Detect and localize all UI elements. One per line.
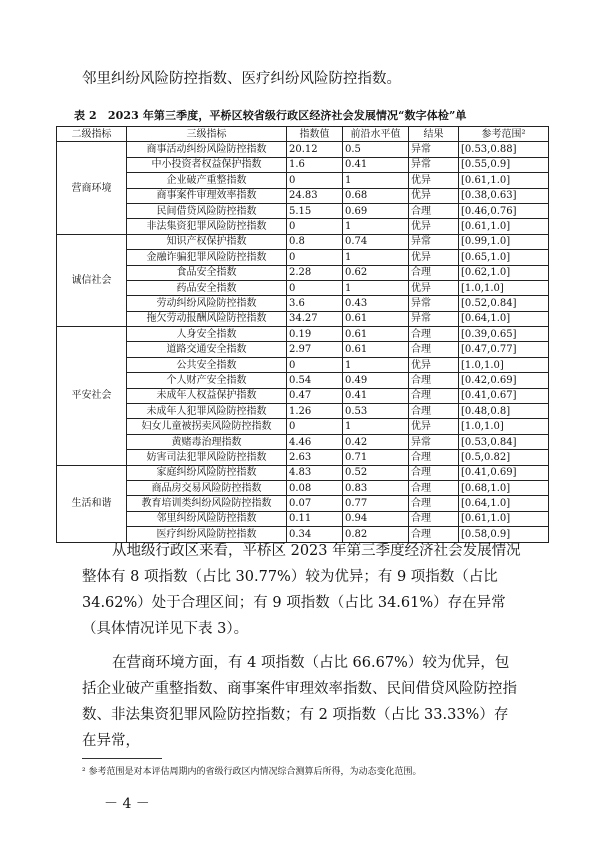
table-row (57, 265, 549, 280)
result: 异常 (409, 142, 459, 157)
index-value: 0 (287, 173, 343, 188)
result: 合理 (409, 527, 459, 542)
frontier-value: 0.69 (343, 203, 409, 218)
frontier-value: 1 (343, 280, 409, 295)
indicator-name: 未成年人权益保护指数 (127, 388, 287, 403)
table-row (57, 388, 549, 403)
frontier-value: 0.61 (343, 342, 409, 357)
index-value: 5.15 (287, 203, 343, 218)
indicator-name: 金融诈骗犯罪风险防控指数 (127, 250, 287, 265)
paragraph-overall: 从地级行政区来看，平桥区 2023 年第三季度经济社会发展情况整体有 8 项指数（占比 30.77%）较为优异；有 9 项指数（占比 34.62%）处于合理区间；有 9 项指数（占比 34.61%）存在异常（具体情况详见下表 3）。 (82, 543, 521, 637)
indicator-name: 食品安全指数 (127, 265, 287, 280)
table-row (57, 496, 549, 511)
indicator-name: 民间借贷风险防控指数 (127, 203, 287, 218)
index-value: 34.27 (287, 311, 343, 326)
frontier-value: 1 (343, 357, 409, 372)
reference-range: [0.42,0.69] (459, 373, 549, 388)
table-row (57, 419, 549, 434)
indicator-name: 商事活动纠纷风险防控指数 (127, 142, 287, 157)
indicator-name: 邻里纠纷风险防控指数 (127, 511, 287, 526)
indicator-name: 公共安全指数 (127, 357, 287, 372)
result: 异常 (409, 311, 459, 326)
index-value: 0.54 (287, 373, 343, 388)
indicator-name: 人身安全指数 (127, 327, 287, 342)
category-cell: 营商环境 (57, 142, 127, 234)
result: 优异 (409, 188, 459, 203)
reference-range: [0.58,0.9] (459, 527, 549, 542)
index-value: 0 (287, 419, 343, 434)
index-value: 0.11 (287, 511, 343, 526)
table-row (57, 450, 549, 465)
result: 合理 (409, 265, 459, 280)
frontier-value: 1 (343, 419, 409, 434)
reference-range: [0.48,0.8] (459, 404, 549, 419)
result: 合理 (409, 465, 459, 480)
table-caption: 表 2 2023 年第三季度，平桥区较省级行政区经济社会发展情况“数字体检”单 (74, 109, 467, 122)
index-value: 20.12 (287, 142, 343, 157)
frontier-value: 0.43 (343, 296, 409, 311)
reference-range: [0.65,1.0] (459, 250, 549, 265)
table-row (57, 404, 549, 419)
index-value: 1.26 (287, 404, 343, 419)
frontier-value: 0.77 (343, 496, 409, 511)
result: 异常 (409, 234, 459, 249)
indicator-name: 中小投资者权益保护指数 (127, 157, 287, 172)
indicator-name: 商事案件审理效率指数 (127, 188, 287, 203)
indicator-name: 知识产权保护指数 (127, 234, 287, 249)
index-value: 2.28 (287, 265, 343, 280)
frontier-value: 0.49 (343, 373, 409, 388)
result: 异常 (409, 434, 459, 449)
index-value: 0 (287, 280, 343, 295)
table-row (57, 280, 549, 295)
indicator-name: 劳动纠纷风险防控指数 (127, 296, 287, 311)
index-value: 4.46 (287, 434, 343, 449)
table-row (57, 234, 549, 249)
indicator-name: 家庭纠纷风险防控指数 (127, 465, 287, 480)
reference-range: [0.68,1.0] (459, 480, 549, 495)
frontier-value: 0.62 (343, 265, 409, 280)
header-range: 参考范围² (459, 127, 549, 142)
reference-range: [0.53,0.84] (459, 434, 549, 449)
result: 合理 (409, 373, 459, 388)
table-row (57, 511, 549, 526)
index-value: 1.6 (287, 157, 343, 172)
table-row (57, 188, 549, 203)
category-cell: 平安社会 (57, 327, 127, 466)
frontier-value: 0.71 (343, 450, 409, 465)
frontier-value: 1 (343, 173, 409, 188)
indicator-name: 妨害司法犯罪风险防控指数 (127, 450, 287, 465)
table-row (57, 219, 549, 234)
reference-range: [0.52,0.84] (459, 296, 549, 311)
frontier-value: 0.68 (343, 188, 409, 203)
header-value: 指数值 (287, 127, 343, 142)
table-row (57, 342, 549, 357)
table-header-row (57, 127, 549, 142)
header-result: 结果 (409, 127, 459, 142)
intro-line: 邻里纠纷风险防控指数、医疗纠纷风险防控指数。 (82, 71, 401, 87)
result: 优异 (409, 419, 459, 434)
index-value: 2.63 (287, 450, 343, 465)
reference-range: [0.62,1.0] (459, 265, 549, 280)
frontier-value: 1 (343, 219, 409, 234)
result: 合理 (409, 203, 459, 218)
table-row (57, 480, 549, 495)
indicator-name: 药品安全指数 (127, 280, 287, 295)
table-row (57, 357, 549, 372)
index-value: 0 (287, 219, 343, 234)
indicator-name: 黄赌毒治理指数 (127, 434, 287, 449)
index-value: 2.97 (287, 342, 343, 357)
index-value: 0.19 (287, 327, 343, 342)
table-row (57, 296, 549, 311)
page-number: － 4 － (104, 796, 150, 812)
frontier-value: 0.74 (343, 234, 409, 249)
frontier-value: 0.41 (343, 388, 409, 403)
reference-range: [0.64,1.0] (459, 311, 549, 326)
index-value: 4.83 (287, 465, 343, 480)
result: 优异 (409, 357, 459, 372)
reference-range: [0.41,0.69] (459, 465, 549, 480)
table-row (57, 157, 549, 172)
index-value: 24.83 (287, 188, 343, 203)
indicator-name: 非法集资犯罪风险防控指数 (127, 219, 287, 234)
frontier-value: 0.52 (343, 465, 409, 480)
result: 优异 (409, 280, 459, 295)
table-row (57, 142, 549, 157)
reference-range: [0.55,0.9] (459, 157, 549, 172)
result: 合理 (409, 404, 459, 419)
indicator-name: 企业破产重整指数 (127, 173, 287, 188)
table-row (57, 203, 549, 218)
index-value: 0.47 (287, 388, 343, 403)
reference-range: [0.38,0.63] (459, 188, 549, 203)
table-row (57, 173, 549, 188)
indicator-name: 妇女儿童被拐卖风险防控指数 (127, 419, 287, 434)
reference-range: [1.0,1.0] (459, 357, 549, 372)
frontier-value: 0.5 (343, 142, 409, 157)
result: 优异 (409, 173, 459, 188)
result: 异常 (409, 157, 459, 172)
indicator-name: 教育培训类纠纷风险防控指数 (127, 496, 287, 511)
indicator-name: 道路交通安全指数 (127, 342, 287, 357)
header-level3: 三级指标 (127, 127, 287, 142)
reference-range: [0.61,1.0] (459, 173, 549, 188)
reference-range: [0.5,0.82] (459, 450, 549, 465)
paragraph-business: 在营商环境方面，有 4 项指数（占比 66.67%）较为优异，包括企业破产重整指数、商事案件审理效率指数、民间借贷风险防控指数、非法集资犯罪风险防控指数；有 2 项指数（占比 33.33%）存在异常， (82, 655, 517, 749)
index-value: 0.08 (287, 480, 343, 495)
footnote: ² 参考范围是对本评估周期内的省级行政区内情况综合测算后所得，为动态变化范围。 (82, 767, 422, 777)
frontier-value: 0.94 (343, 511, 409, 526)
reference-range: [0.41,0.67] (459, 388, 549, 403)
result: 合理 (409, 342, 459, 357)
reference-range: [0.61,1.0] (459, 511, 549, 526)
index-value: 0 (287, 357, 343, 372)
indicator-name: 未成年人犯罪风险防控指数 (127, 404, 287, 419)
table-row (57, 373, 549, 388)
category-cell: 诚信社会 (57, 234, 127, 326)
table-row (57, 250, 549, 265)
reference-range: [1.0,1.0] (459, 419, 549, 434)
reference-range: [0.99,1.0] (459, 234, 549, 249)
result: 异常 (409, 296, 459, 311)
indicator-name: 拖欠劳动报酬风险防控指数 (127, 311, 287, 326)
reference-range: [0.39,0.65] (459, 327, 549, 342)
footnote-divider (82, 758, 162, 759)
frontier-value: 0.53 (343, 404, 409, 419)
result: 合理 (409, 511, 459, 526)
index-value: 0.8 (287, 234, 343, 249)
table-row (57, 327, 549, 342)
frontier-value: 0.83 (343, 480, 409, 495)
frontier-value: 0.42 (343, 434, 409, 449)
reference-range: [0.47,0.77] (459, 342, 549, 357)
frontier-value: 0.41 (343, 157, 409, 172)
index-value: 3.6 (287, 296, 343, 311)
index-value: 0 (287, 250, 343, 265)
header-frontier: 前沿水平值 (343, 127, 409, 142)
result: 合理 (409, 388, 459, 403)
indicator-name: 商品房交易风险防控指数 (127, 480, 287, 495)
reference-range: [1.0,1.0] (459, 280, 549, 295)
category-cell: 生活和谐 (57, 465, 127, 542)
reference-range: [0.53,0.88] (459, 142, 549, 157)
indicator-name: 医疗纠纷风险防控指数 (127, 527, 287, 542)
index-value: 0.34 (287, 527, 343, 542)
result: 优异 (409, 250, 459, 265)
table-row (57, 465, 549, 480)
table-row (57, 311, 549, 326)
frontier-value: 0.82 (343, 527, 409, 542)
header-level2: 二级指标 (57, 127, 127, 142)
frontier-value: 0.61 (343, 311, 409, 326)
result: 合理 (409, 327, 459, 342)
reference-range: [0.46,0.76] (459, 203, 549, 218)
result: 合理 (409, 496, 459, 511)
indicator-name: 个人财产安全指数 (127, 373, 287, 388)
result: 优异 (409, 219, 459, 234)
frontier-value: 1 (343, 250, 409, 265)
result: 合理 (409, 480, 459, 495)
reference-range: [0.64,1.0] (459, 496, 549, 511)
table-row (57, 434, 549, 449)
frontier-value: 0.61 (343, 327, 409, 342)
result: 合理 (409, 450, 459, 465)
index-value: 0.07 (287, 496, 343, 511)
indicator-table (56, 126, 549, 543)
reference-range: [0.61,1.0] (459, 219, 549, 234)
table-body (57, 142, 549, 542)
